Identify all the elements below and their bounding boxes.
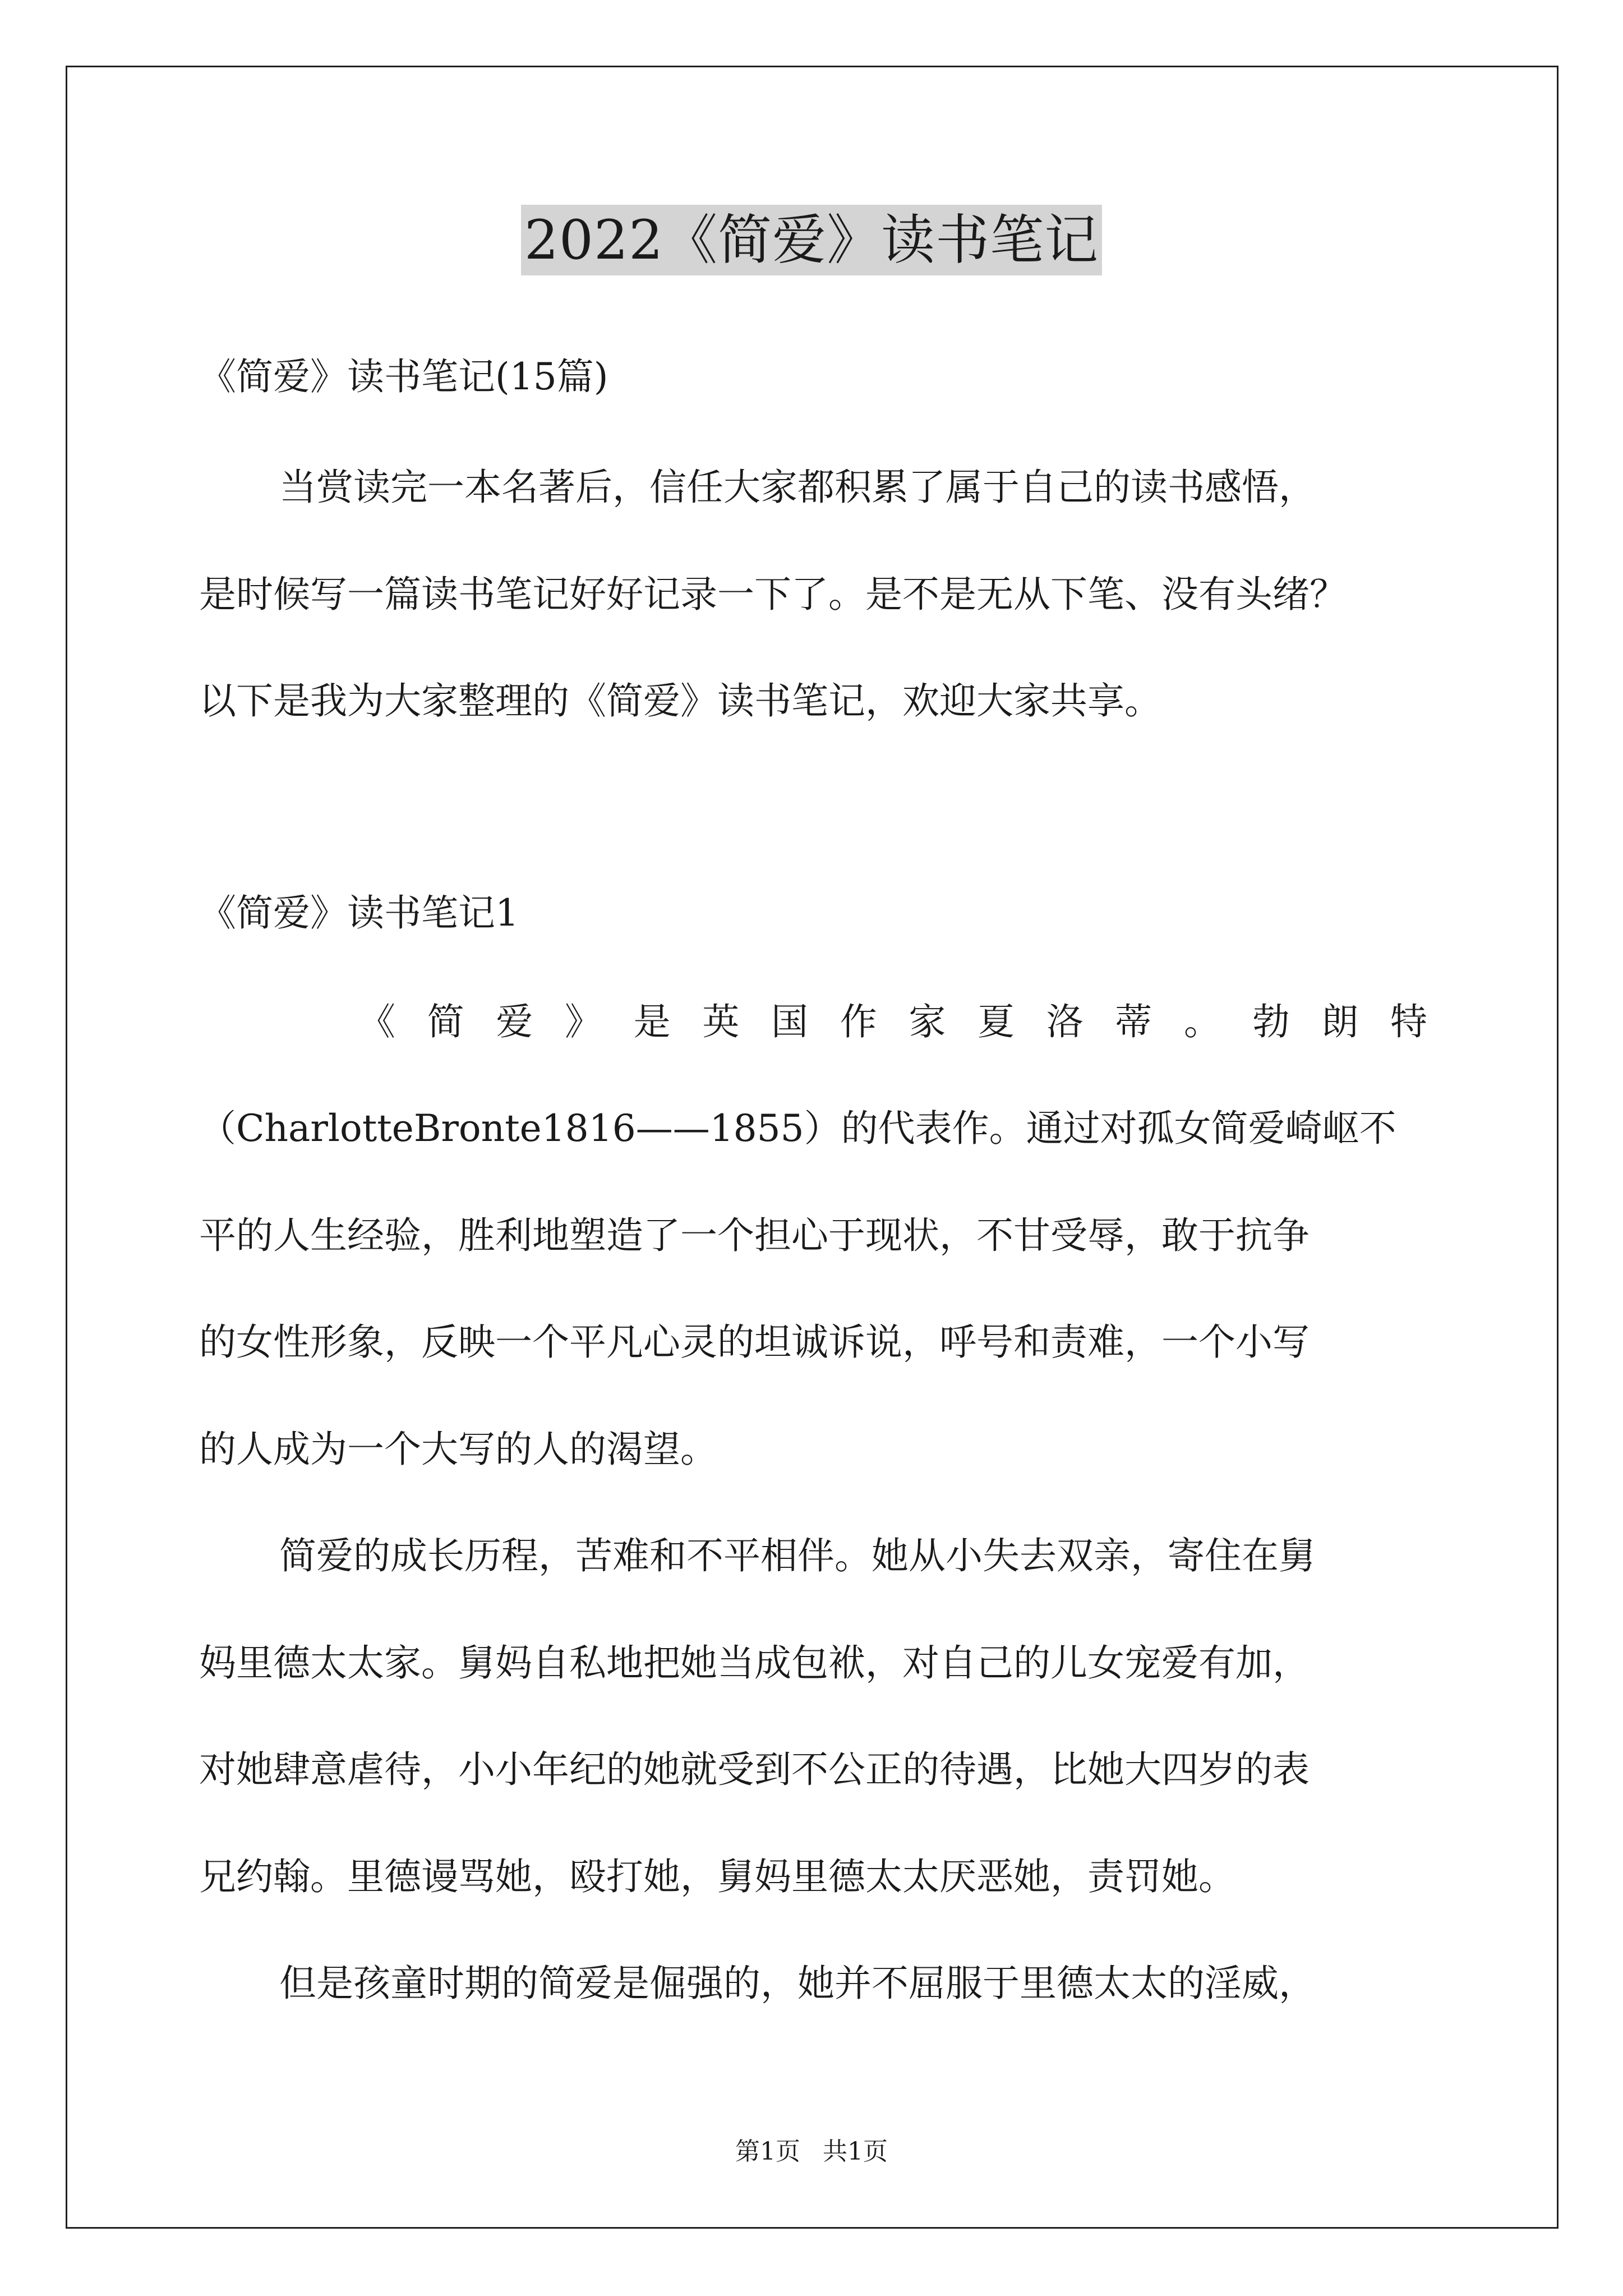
- title-container: [0, 205, 1623, 275]
- page-total: 共1页: [823, 2137, 888, 2166]
- intro-line-3: 以下是我为大家整理的《简爱》读书笔记，欢迎大家共享。: [199, 679, 1161, 723]
- paragraph2-line-4: 兄约翰。里德谩骂她，殴打她，舅妈里德太太厌恶她，责罚她。: [199, 1855, 1235, 1898]
- paragraph2-line-2: 妈里德太太家。舅妈自私地把她当成包袱，对自己的儿女宠爱有加，: [199, 1641, 1310, 1685]
- paragraph1-line-5: 的人成为一个大写的人的渴望。: [199, 1428, 717, 1471]
- paragraph1-line-2: （CharlotteBronte1816——1855）的代表作。通过对孤女简爱崎岖不: [199, 1107, 1396, 1150]
- document-subtitle: 《简爱》读书笔记(15篇): [199, 355, 608, 398]
- document-title: 2022《简爱》读书笔记: [521, 205, 1102, 275]
- section-heading: 《简爱》读书笔记1: [199, 891, 519, 935]
- paragraph3-line-1: 但是孩童时期的简爱是倔强的，她并不屈服于里德太太的淫威，: [279, 1962, 1316, 2005]
- paragraph1-line-1: 《简爱》是英国作家夏洛蒂。勃朗特: [358, 1000, 1427, 1043]
- page-footer: [0, 2136, 1623, 2168]
- paragraph1-line-4: 的女性形象，反映一个平凡心灵的坦诚诉说，呼号和责难，一个小写: [199, 1320, 1310, 1364]
- intro-line-1: 当赏读完一本名著后，信任大家都积累了属于自己的读书感悟，: [279, 466, 1316, 509]
- paragraph1-line-3: 平的人生经验，胜利地塑造了一个担心于现状，不甘受辱，敢于抗争: [199, 1214, 1310, 1257]
- paragraph2-line-3: 对她肆意虐待，小小年纪的她就受到不公正的待遇，比她大四岁的表: [199, 1748, 1310, 1791]
- paragraph2-line-1: 简爱的成长历程，苦难和不平相伴。她从小失去双亲，寄住在舅: [279, 1534, 1316, 1577]
- intro-line-2: 是时候写一篇读书笔记好好记录一下了。是不是无从下笔、没有头绪？: [199, 573, 1347, 616]
- page-number: 第1页: [735, 2137, 800, 2166]
